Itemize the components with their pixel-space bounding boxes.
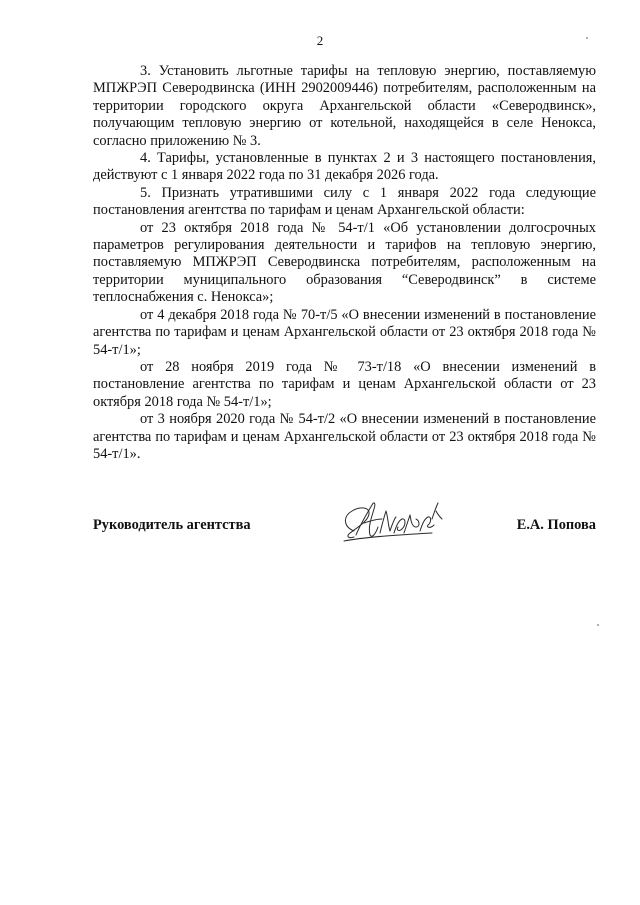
paragraph-repeal-item-2: от 4 декабря 2018 года № 70-т/5 «О внесении изменений в постановление агентства по тарифам и ценам Архангельской области от 23 октября 2018 года № 54-т/1»; bbox=[93, 306, 596, 358]
paragraph-repeal: 5. Признать утратившими силу с 1 января 2022 года следующие постановления агентства по тарифам и ценам Архангельской области: bbox=[93, 184, 596, 219]
paragraph-repeal-item-1: от 23 октября 2018 года № 54-т/1 «Об установлении долгосрочных параметров регулирования деятельности и тарифов на тепловую энергию, поставляемую МПЖРЭП Северодвинска потребителям, расположенным на территории муниципального образования “Северодвинск” в системе теплоснабжения с. Ненокса»; bbox=[93, 219, 596, 306]
paragraph-validity: 4. Тарифы, установленные в пунктах 2 и 3 настоящего постановления, действуют с 1 января 2022 года по 31 декабря 2026 года. bbox=[93, 150, 596, 184]
scan-speck bbox=[597, 624, 599, 626]
paragraph-repeal-item-4: от 3 ноября 2020 года № 54-т/2 «О внесении изменений в постановление агентства по тарифам и ценам Архангельской области от 23 октября 2018 года № 54-т/1». bbox=[93, 411, 596, 462]
document-body bbox=[93, 63, 596, 463]
scan-speck bbox=[586, 37, 588, 39]
paragraph-repeal-item-3: от 28 ноября 2019 года № 73-т/18 «О внесении изменений в постановление агентства по тарифам и ценам Архангельской области от 23 октября 2018 года № 54-т/1»; bbox=[93, 358, 596, 410]
signature-block bbox=[93, 497, 596, 557]
handwritten-signature bbox=[336, 497, 448, 549]
signatory-position: Руководитель агентства bbox=[93, 517, 251, 533]
signatory-name: Е.А. Попова bbox=[516, 517, 596, 533]
page-number: 2 bbox=[316, 33, 324, 48]
paragraph-tariffs: 3. Установить льготные тарифы на тепловую энергию, поставляемую МПЖРЭП Северодвинска (ИНН 2902009446) потребителям, расположенным на территории городского округа Архангельской области «Северодвинск», получающим тепловую энергию от котельной, находящейся в селе Ненокса, согласно приложению № 3. bbox=[93, 63, 596, 149]
